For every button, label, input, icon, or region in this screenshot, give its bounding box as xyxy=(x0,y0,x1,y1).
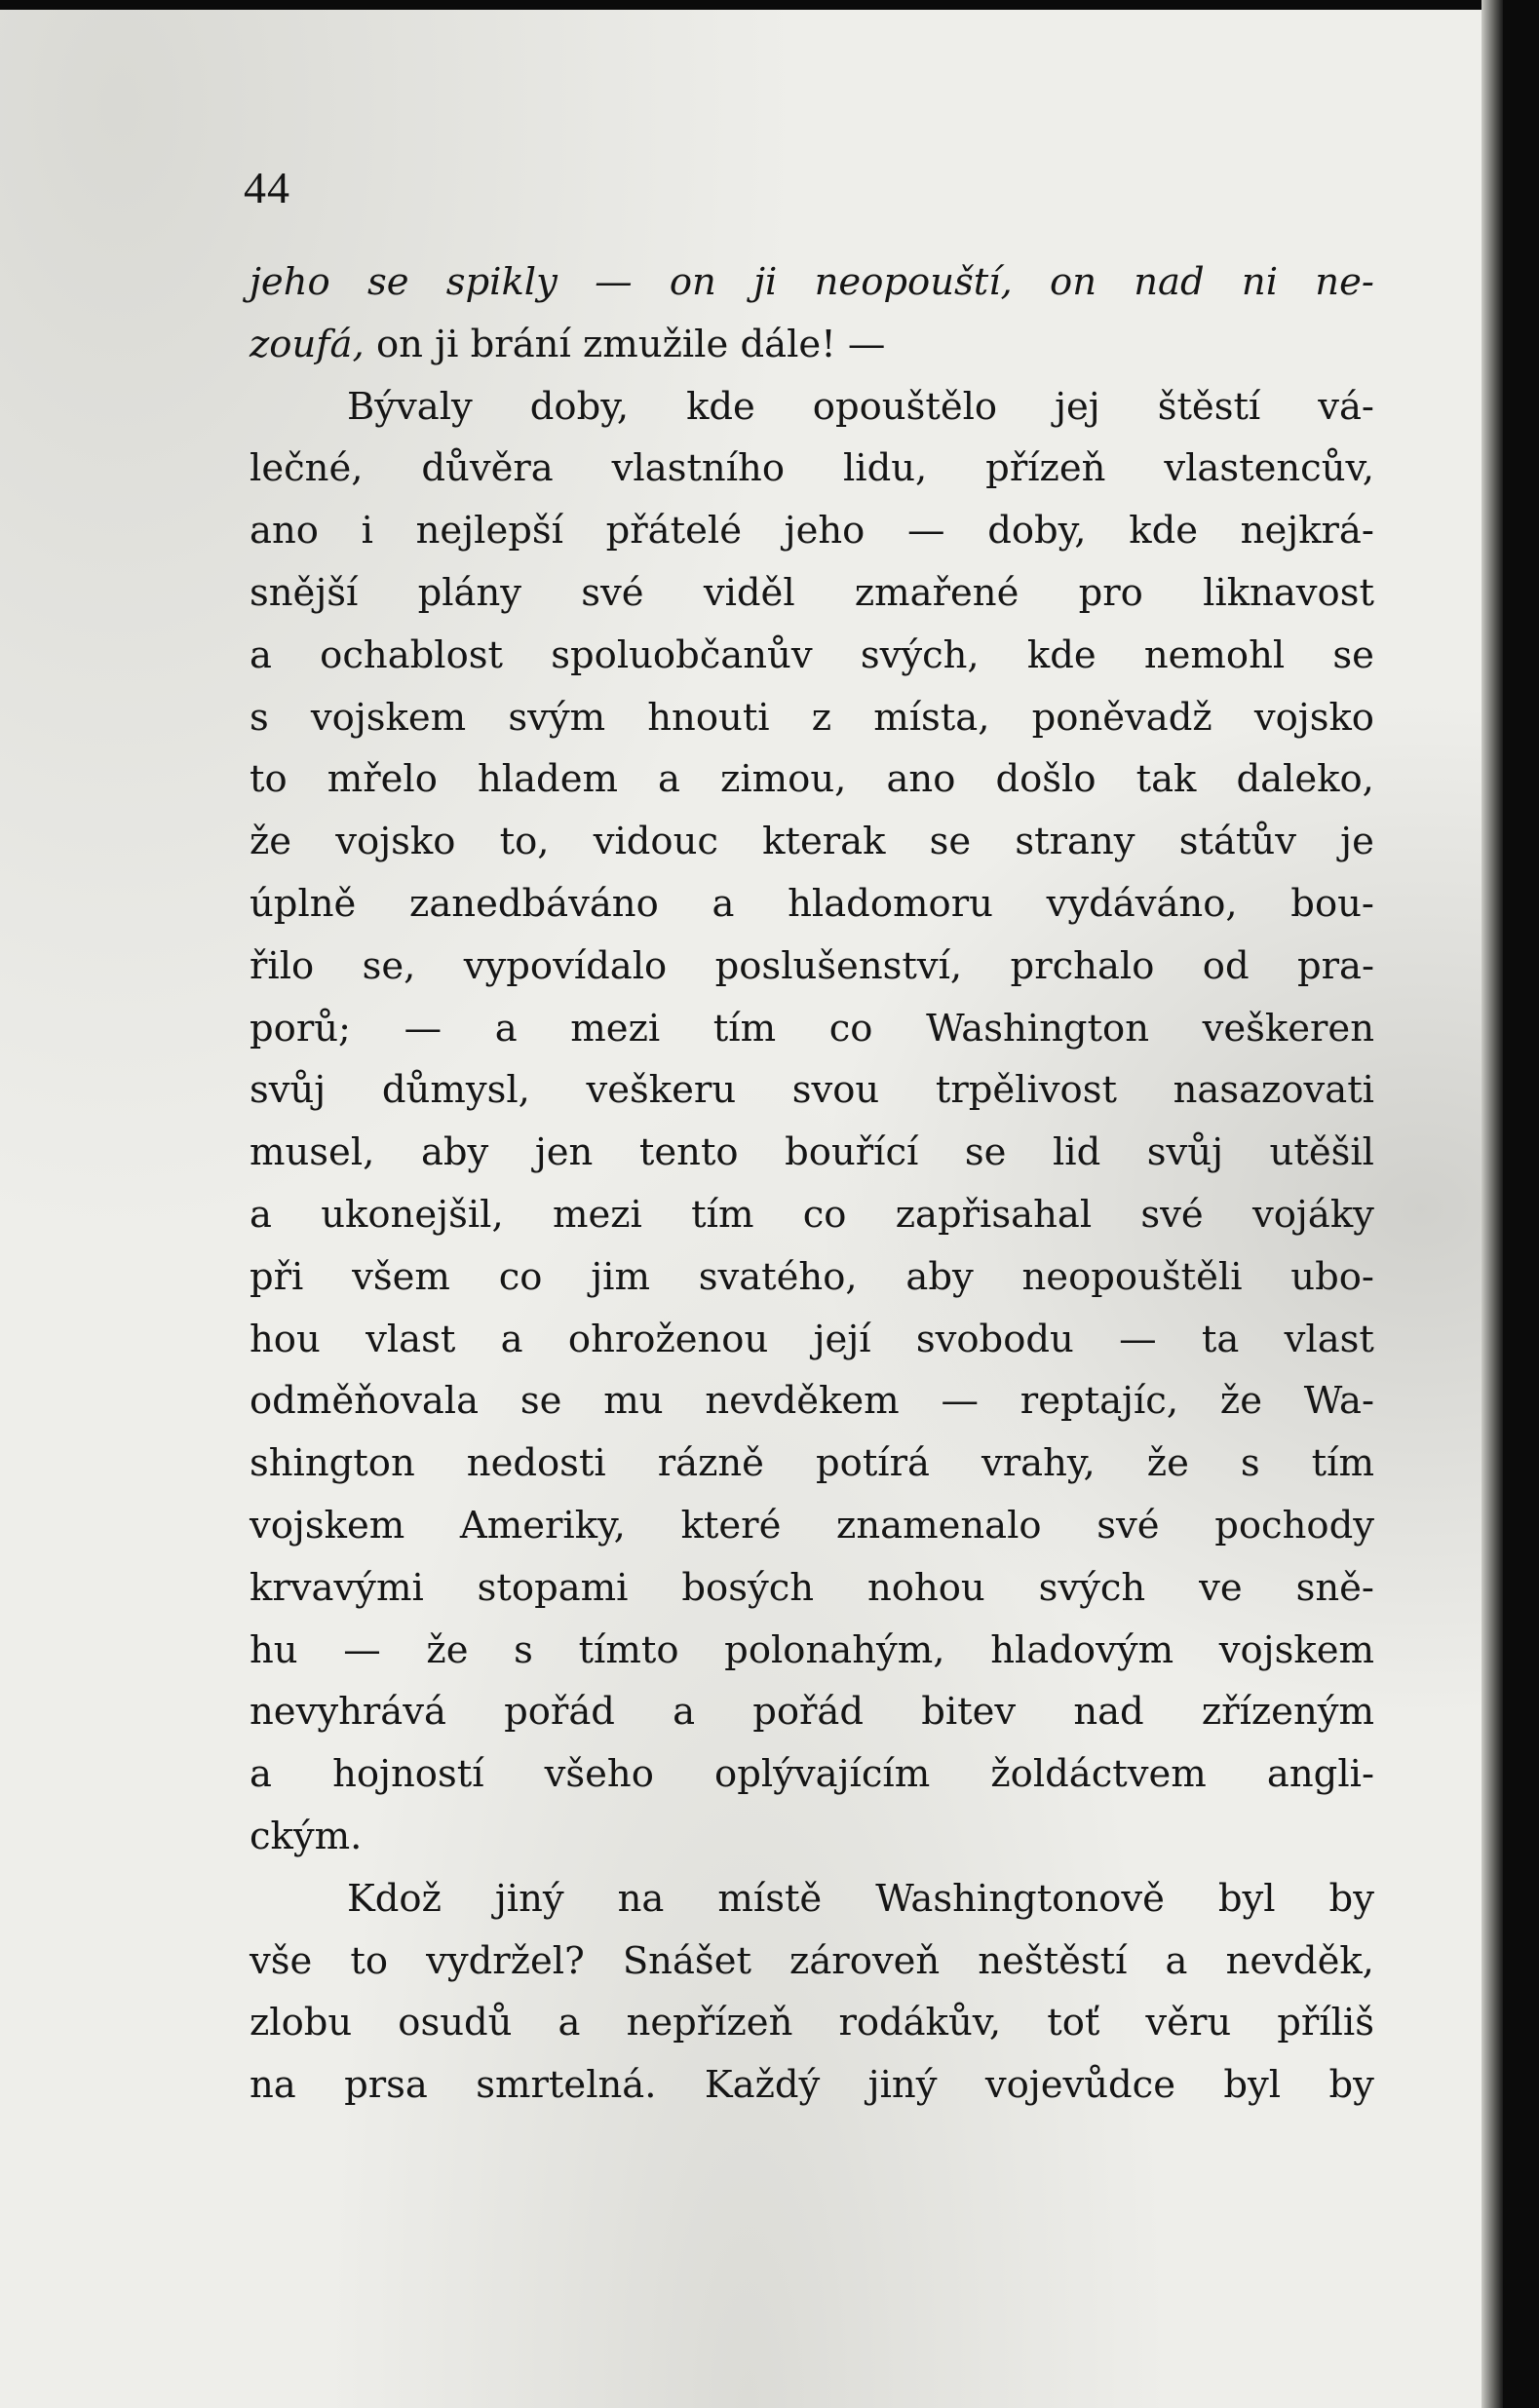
word: a xyxy=(250,632,272,677)
text-line-20 xyxy=(250,1433,1374,1495)
word: a xyxy=(658,757,681,802)
word: s xyxy=(250,695,269,740)
word: porů; xyxy=(250,1006,351,1051)
word: vydržel? xyxy=(426,1938,585,1983)
word: tímto xyxy=(578,1627,679,1672)
word: a xyxy=(250,1192,272,1237)
text-line-24-content xyxy=(250,1681,1374,1743)
word: lidu, xyxy=(842,446,928,491)
word: hou xyxy=(250,1317,321,1361)
word: ve xyxy=(1199,1565,1243,1610)
text-line-26 xyxy=(250,1806,1374,1868)
word: rázně xyxy=(657,1441,764,1486)
word: z xyxy=(811,695,832,740)
word: liknavost xyxy=(1203,570,1374,615)
word: bitev xyxy=(921,1690,1017,1735)
word: spoluobčanův xyxy=(551,632,813,677)
word: nasazovati xyxy=(1173,1068,1374,1113)
text-line-4-content xyxy=(250,438,1374,500)
word: byl xyxy=(1223,2063,1282,2108)
book-spine-shadow xyxy=(1481,0,1503,2408)
word: se xyxy=(929,820,972,864)
word: ne- xyxy=(1315,260,1374,304)
word: důmysl, xyxy=(381,1068,530,1113)
word: veškeru xyxy=(586,1068,737,1113)
word: — xyxy=(907,509,945,554)
word: přátelé xyxy=(605,509,742,554)
word: svůj xyxy=(250,1068,327,1113)
word: svatého, xyxy=(698,1254,858,1299)
text-line-18 xyxy=(250,1309,1374,1371)
word: nejkrá- xyxy=(1240,509,1374,554)
word: krvavými xyxy=(250,1565,424,1610)
word: které xyxy=(680,1503,782,1548)
word: se xyxy=(519,1379,562,1424)
text-line-10-content xyxy=(250,811,1374,873)
word: se xyxy=(1332,632,1374,677)
word: vojskem xyxy=(1218,1627,1374,1672)
word: kde xyxy=(1129,509,1198,554)
text-line-11 xyxy=(250,873,1374,936)
word: jiný xyxy=(494,1876,564,1921)
word: co xyxy=(828,1006,873,1051)
word: oplývajícím xyxy=(714,1752,931,1797)
word: vidouc xyxy=(593,820,718,864)
text-line-18-content xyxy=(250,1309,1374,1371)
text-line-24 xyxy=(250,1681,1374,1743)
word: — xyxy=(404,1006,442,1051)
word: vojskem xyxy=(310,695,467,740)
text-line-2 xyxy=(250,314,1374,376)
word: vojevůdce xyxy=(984,2063,1176,2108)
page-number: 44 xyxy=(244,163,290,212)
word: úplně xyxy=(250,881,357,926)
word: to xyxy=(250,757,288,802)
regular-text: on ji brání zmužile dále! — xyxy=(364,322,886,366)
word: by xyxy=(1328,2063,1374,2108)
word: — xyxy=(1119,1317,1157,1361)
word: státův xyxy=(1178,820,1296,864)
word: znamenalo xyxy=(836,1503,1042,1548)
word: důvěra xyxy=(421,446,554,491)
text-line-27 xyxy=(250,1868,1374,1930)
word: zimou, xyxy=(720,757,847,802)
text-line-28-content xyxy=(250,1930,1374,1993)
word: tento xyxy=(638,1130,739,1175)
word: strany xyxy=(1015,820,1135,864)
word: že xyxy=(250,820,292,864)
word: trpělivost xyxy=(935,1068,1117,1113)
word: pro xyxy=(1078,570,1143,615)
text-line-4 xyxy=(250,438,1374,500)
word: s xyxy=(1240,1441,1260,1486)
word: svobodu xyxy=(915,1317,1074,1361)
text-line-29 xyxy=(250,1992,1374,2054)
word: ano xyxy=(250,509,319,554)
word: hojností xyxy=(332,1752,484,1797)
word: svých xyxy=(1038,1565,1146,1610)
word: místa, xyxy=(873,695,990,740)
word: kterak xyxy=(762,820,886,864)
word: viděl xyxy=(703,570,795,615)
word: na xyxy=(617,1876,665,1921)
word: plány xyxy=(417,570,522,615)
word: vojsko xyxy=(1253,695,1374,740)
word: ta xyxy=(1201,1317,1240,1361)
word: a xyxy=(500,1317,523,1361)
word: příliš xyxy=(1277,2001,1374,2045)
word: zřízeným xyxy=(1201,1690,1374,1735)
word: veškeren xyxy=(1202,1006,1374,1051)
word: zároveň xyxy=(789,1938,941,1983)
word: hladomoru xyxy=(788,881,993,926)
word: spikly xyxy=(445,260,558,304)
word: přízeň xyxy=(985,446,1106,491)
word: všem xyxy=(352,1254,450,1299)
word: svých, xyxy=(860,632,980,677)
word: nohou xyxy=(866,1565,985,1610)
word: zmařené xyxy=(854,570,1020,615)
word: od xyxy=(1202,943,1250,988)
word: svým xyxy=(508,695,606,740)
word: musel, xyxy=(250,1130,375,1175)
text-line-3-content xyxy=(347,376,1374,439)
text-line-26-content: ckým. xyxy=(250,1814,363,1858)
word: pra- xyxy=(1296,943,1374,988)
text-line-17-content xyxy=(250,1246,1374,1309)
text-line-21 xyxy=(250,1495,1374,1557)
text-line-3 xyxy=(250,376,1374,439)
text-line-6-content xyxy=(250,562,1374,625)
word: — xyxy=(941,1379,979,1424)
word: vypovídalo xyxy=(463,943,668,988)
word: se, xyxy=(362,943,416,988)
word: hnouti xyxy=(647,695,770,740)
word: potírá xyxy=(816,1441,930,1486)
word: rodákův, xyxy=(838,2001,1002,2045)
text-line-23-content xyxy=(250,1620,1374,1682)
text-line-20-content xyxy=(250,1433,1374,1495)
word: nemohl xyxy=(1143,632,1286,677)
word: všeho xyxy=(544,1752,654,1797)
word: Bývaly xyxy=(347,384,473,429)
word: došlo xyxy=(995,757,1097,802)
word: jej xyxy=(1055,384,1100,429)
word: vlastního xyxy=(611,446,786,491)
word: že xyxy=(1146,1441,1189,1486)
word: štěstí xyxy=(1157,384,1261,429)
word: angli- xyxy=(1266,1752,1374,1797)
text-line-30-content xyxy=(250,2054,1374,2117)
word: — xyxy=(595,260,633,304)
word: Wa- xyxy=(1303,1379,1374,1424)
word: byl xyxy=(1217,1876,1276,1921)
text-line-16-content xyxy=(250,1184,1374,1246)
word: odměňovala xyxy=(250,1379,480,1424)
word: jeho xyxy=(250,260,330,304)
word: vlast xyxy=(366,1317,456,1361)
word: on xyxy=(1050,260,1097,304)
word: a xyxy=(494,1006,518,1051)
text-line-13 xyxy=(250,998,1374,1060)
text-line-15 xyxy=(250,1122,1374,1184)
text-line-1 xyxy=(250,251,1374,314)
word: ochablost xyxy=(320,632,504,677)
text-line-11-content xyxy=(250,873,1374,936)
word: prsa xyxy=(344,2063,428,2108)
word: se xyxy=(366,260,409,304)
word: tím xyxy=(712,1006,777,1051)
word: nad xyxy=(1073,1690,1144,1735)
word: jen xyxy=(534,1130,594,1175)
word: a xyxy=(673,1690,696,1735)
word: jim xyxy=(591,1254,650,1299)
word: ubo- xyxy=(1290,1254,1374,1299)
text-line-5-content xyxy=(250,500,1374,562)
word: tak xyxy=(1135,757,1197,802)
word: reptajíc, xyxy=(1020,1379,1179,1424)
word: sně- xyxy=(1295,1565,1374,1610)
word: že xyxy=(426,1627,469,1672)
word: a xyxy=(712,881,735,926)
word: shington xyxy=(250,1441,415,1486)
word: i xyxy=(361,509,373,554)
word: neopouští, xyxy=(814,260,1013,304)
word: Washingtonově xyxy=(875,1876,1165,1921)
word: ohroženou xyxy=(567,1317,769,1361)
text-line-8 xyxy=(250,687,1374,749)
word: její xyxy=(813,1317,871,1361)
word: a xyxy=(250,1752,272,1797)
word: kde xyxy=(1026,632,1097,677)
text-line-23 xyxy=(250,1620,1374,1682)
word: nedosti xyxy=(466,1441,606,1486)
word: Washington xyxy=(926,1006,1149,1051)
word: ji xyxy=(753,260,778,304)
text-line-9 xyxy=(250,748,1374,811)
word: své xyxy=(1140,1192,1204,1237)
word: on xyxy=(669,260,716,304)
word: nevyhrává xyxy=(250,1690,446,1735)
word: kde xyxy=(686,384,755,429)
word: Ameriky, xyxy=(459,1503,626,1548)
text-line-12-content xyxy=(250,936,1374,998)
word: stopami xyxy=(477,1565,629,1610)
word: vlast xyxy=(1284,1317,1374,1361)
word: vojsko xyxy=(335,820,456,864)
word: mezi xyxy=(552,1192,642,1237)
word: lid xyxy=(1052,1130,1101,1175)
text-line-16 xyxy=(250,1184,1374,1246)
word: je xyxy=(1340,820,1374,864)
italic-word: zoufá, xyxy=(250,322,365,366)
book-page xyxy=(0,10,1496,2408)
word: poněvadž xyxy=(1031,695,1212,740)
word: jeho xyxy=(784,509,866,554)
word: by xyxy=(1328,1876,1374,1921)
text-line-19 xyxy=(250,1370,1374,1433)
word: bouřící xyxy=(785,1130,919,1175)
word: hladovým xyxy=(990,1627,1174,1672)
body-text xyxy=(250,251,1374,2117)
word: nevděk, xyxy=(1225,1938,1374,1983)
text-line-25-content xyxy=(250,1743,1374,1806)
text-line-15-content xyxy=(250,1122,1374,1184)
text-line-22 xyxy=(250,1557,1374,1620)
word: pořád xyxy=(504,1690,615,1735)
word: pořád xyxy=(752,1690,865,1735)
word: mezi xyxy=(570,1006,661,1051)
word: a xyxy=(1165,1938,1188,1983)
word: utěšil xyxy=(1269,1130,1374,1175)
word: a xyxy=(558,2001,581,2045)
word: daleko, xyxy=(1236,757,1374,802)
word: vše xyxy=(250,1938,313,1983)
word: se xyxy=(964,1130,1007,1175)
word: svůj xyxy=(1146,1130,1224,1175)
word: ukonejšil, xyxy=(321,1192,504,1237)
text-line-5 xyxy=(250,500,1374,562)
word: to xyxy=(350,1938,389,1983)
word: bosých xyxy=(681,1565,815,1610)
text-line-14 xyxy=(250,1059,1374,1122)
word: co xyxy=(498,1254,543,1299)
word: nad xyxy=(1134,260,1205,304)
word: smrtelná. xyxy=(476,2063,657,2108)
word: svou xyxy=(791,1068,880,1113)
word: žoldáctvem xyxy=(990,1752,1207,1797)
word: zapřisahal xyxy=(895,1192,1093,1237)
text-line-6 xyxy=(250,562,1374,625)
word: zanedbáváno xyxy=(409,881,659,926)
word: vojskem xyxy=(250,1503,405,1548)
text-line-9-content xyxy=(250,748,1374,811)
word: zlobu xyxy=(250,2001,353,2045)
text-line-14-content xyxy=(250,1059,1374,1122)
word: tím xyxy=(1311,1441,1374,1486)
word: aby xyxy=(420,1130,489,1175)
word: s xyxy=(514,1627,533,1672)
word: snější xyxy=(250,570,359,615)
word: na xyxy=(250,2063,296,2108)
word: nepřízeň xyxy=(626,2001,793,2045)
word: Snášet xyxy=(622,1938,751,1983)
word: mu xyxy=(603,1379,664,1424)
word: nejlepší xyxy=(415,509,563,554)
word: osudů xyxy=(398,2001,513,2045)
word: — xyxy=(343,1627,381,1672)
word: jiný xyxy=(867,2063,938,2108)
word: nevděkem xyxy=(705,1379,900,1424)
text-line-25 xyxy=(250,1743,1374,1806)
text-line-22-content xyxy=(250,1557,1374,1620)
text-line-17 xyxy=(250,1246,1374,1309)
text-line-29-content xyxy=(250,1992,1374,2054)
word: doby, xyxy=(987,509,1087,554)
word: vrahy, xyxy=(981,1441,1096,1486)
word: pochody xyxy=(1214,1503,1374,1548)
text-line-27-content xyxy=(347,1868,1374,1930)
word: polonahým, xyxy=(724,1627,945,1672)
text-line-2-content xyxy=(250,314,885,376)
text-line-28 xyxy=(250,1930,1374,1993)
word: své xyxy=(1097,1503,1160,1548)
text-line-10 xyxy=(250,811,1374,873)
word: vojáky xyxy=(1252,1192,1374,1237)
word: bou- xyxy=(1290,881,1374,926)
text-line-19-content xyxy=(250,1370,1374,1433)
word: vá- xyxy=(1318,384,1374,429)
word: hu xyxy=(250,1627,298,1672)
word: to, xyxy=(499,820,550,864)
text-line-1-content xyxy=(250,251,1374,314)
word: neopouštěli xyxy=(1021,1254,1243,1299)
word: co xyxy=(802,1192,847,1237)
text-line-8-content xyxy=(250,687,1374,749)
text-line-7 xyxy=(250,625,1374,687)
word: neštěstí xyxy=(978,1938,1128,1983)
word: mřelo xyxy=(327,757,438,802)
word: že xyxy=(1219,1379,1262,1424)
word: své xyxy=(581,570,644,615)
word: poslušenství, xyxy=(714,943,963,988)
word: věru xyxy=(1145,2001,1232,2045)
word: lečné, xyxy=(250,446,364,491)
word: ano xyxy=(886,757,956,802)
text-line-12 xyxy=(250,936,1374,998)
word: Kdož xyxy=(347,1876,442,1921)
word: místě xyxy=(717,1876,823,1921)
word: aby xyxy=(905,1254,974,1299)
word: vydáváno, xyxy=(1046,881,1238,926)
word: prchalo xyxy=(1010,943,1155,988)
text-line-13-content xyxy=(250,998,1374,1060)
text-line-30 xyxy=(250,2054,1374,2117)
word: doby, xyxy=(529,384,630,429)
word: tím xyxy=(691,1192,754,1237)
word: vlastenců‌v, xyxy=(1164,446,1374,491)
word: při xyxy=(250,1254,304,1299)
word: opouštělo xyxy=(812,384,998,429)
text-line-7-content xyxy=(250,625,1374,687)
word: řilo xyxy=(250,943,315,988)
text-line-21-content xyxy=(250,1495,1374,1557)
word: hladem xyxy=(477,757,618,802)
word: Každý xyxy=(704,2063,821,2108)
word: ni xyxy=(1241,260,1279,304)
word: toť xyxy=(1047,2001,1100,2045)
